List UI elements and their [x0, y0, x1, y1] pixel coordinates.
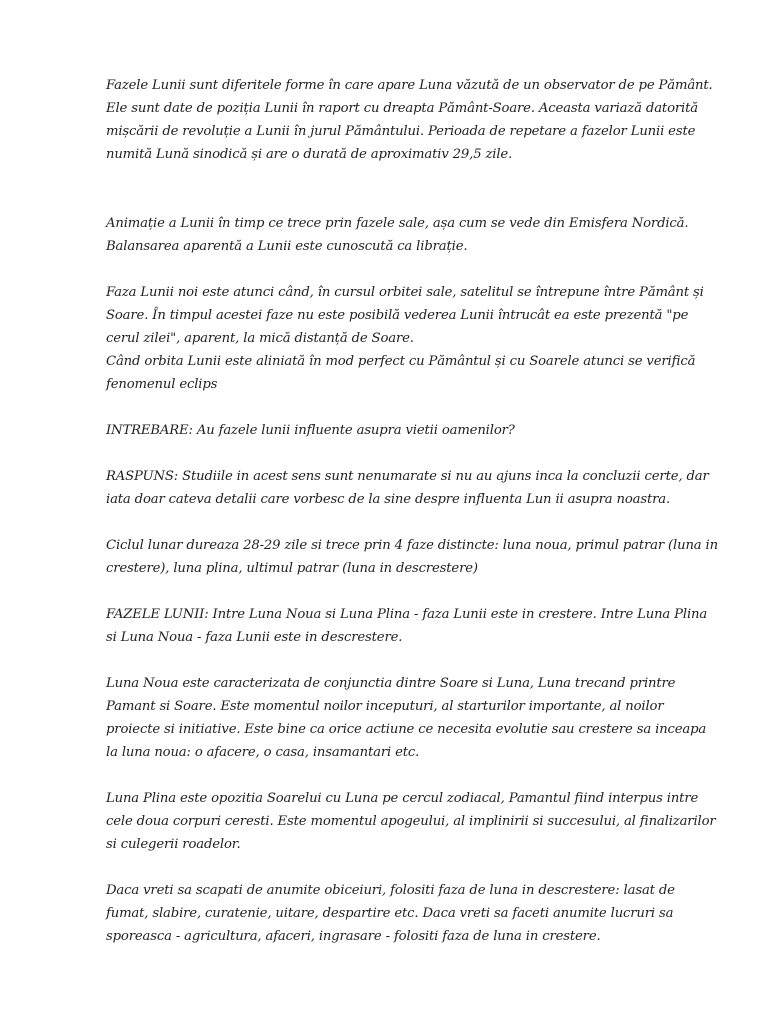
- document-body: [106, 74, 718, 971]
- paragraph-phases-heading: FAZELE LUNII: Intre Luna Noua si Luna Plina - faza Lunii este in crestere. Intre Luna Plina si Luna Noua - faza Lunii este in descrestere.: [106, 607, 708, 645]
- paragraph-advice: Daca vreti sa scapati de anumite obiceiuri, folositi faza de luna in descrestere: lasat de fumat, slabire, curatenie, uitare, despartire etc. Daca vreti sa faceti anumite lucruri sa sporeasca - agricultura, afaceri, ingrasare - folositi faza de luna in crestere.: [106, 883, 675, 944]
- paragraph-answer: RASPUNS: Studiile in acest sens sunt nenumarate si nu au ajuns inca la concluzii certe, dar iata doar cateva detalii care vorbesc de la sine despre influenta Lun ii asupra noastra.: [106, 469, 709, 507]
- paragraph-lunar-phases-definition: Fazele Lunii sunt diferitele forme în care apare Luna văzută de un observator de pe Pământ. Ele sunt date de poziția Lunii în raport cu dreapta Pământ-Soare. Aceasta variază datorită mișcării de revoluție a Lunii în jurul Pământului. Perioada de repetare a fazelor Lunii este numită Lună sinodică și are o durată de aproximativ 29,5 zile.: [106, 78, 713, 162]
- paragraph-new-moon: Luna Noua este caracterizata de conjunctia dintre Soare si Luna, Luna trecand printre Pamant si Soare. Este momentul noilor inceputuri, al starturilor importante, al noilor proiecte si initiative. Este bine ca orice actiune ce necesita evolutie sau crestere sa inceapa la luna noua: o afacere, o casa, insamantari etc.: [106, 676, 707, 760]
- paragraph-question: INTREBARE: Au fazele lunii influente asupra vietii oamenilor?: [106, 423, 515, 438]
- paragraph-eclipse: Când orbita Lunii este aliniată în mod perfect cu Pământul și cu Soarele atunci se verifică fenomenul eclips: [106, 354, 696, 392]
- paragraph-new-moon-phase: Faza Lunii noi este atunci când, în cursul orbitei sale, satelitul se întrepune între Pământ și Soare. În timpul acestei faze nu este posibilă vederea Lunii întrucât ea este prezentă "pe cerul zilei", aparent, la mică distanță de Soare.: [106, 285, 704, 346]
- paragraph-lunar-cycle: Ciclul lunar dureaza 28-29 zile si trece prin 4 faze distincte: luna noua, primul patrar (luna in crestere), luna plina, ultimul patrar (luna in descrestere): [106, 538, 718, 576]
- paragraph-animation-caption: Animație a Lunii în timp ce trece prin fazele sale, așa cum se vede din Emisfera Nordică. Balansarea aparentă a Lunii este cunoscută ca librație.: [106, 216, 689, 254]
- paragraph-full-moon: Luna Plina este opozitia Soarelui cu Luna pe cercul zodiacal, Pamantul fiind interpus intre cele doua corpuri ceresti. Este momentul apogeului, al implinirii si succesului, al finalizarilor si culegerii roadelor.: [106, 791, 716, 852]
